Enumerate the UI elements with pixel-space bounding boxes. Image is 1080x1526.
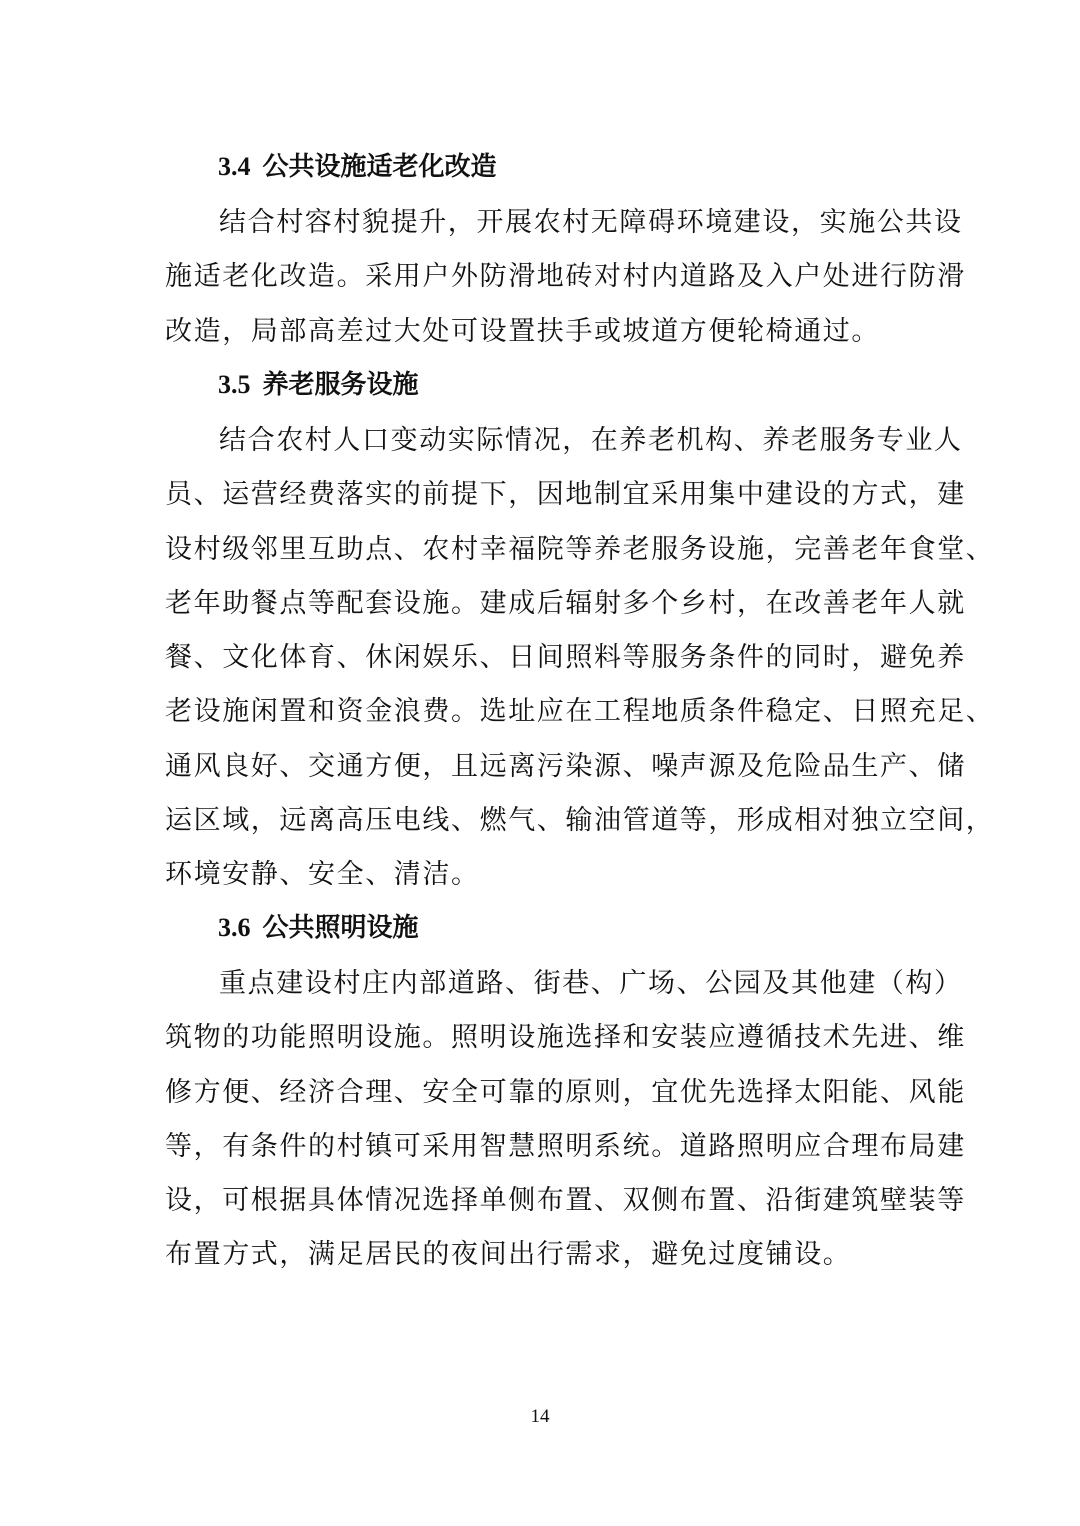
paragraph-line: 施适老化改造。采用户外防滑地砖对村内道路及入户处进行防滑 (165, 261, 966, 293)
paragraph-line: 结合村容村貌提升，开展农村无障碍环境建设，实施公共设 (219, 207, 963, 238)
section-title: 养老服务设施 (262, 370, 419, 400)
section-number: 3.4 (218, 152, 251, 181)
section-title: 公共设施适老化改造 (262, 152, 497, 182)
paragraph-line: 布置方式，满足居民的夜间出行需求，避免过度铺设。 (165, 1239, 852, 1271)
paragraph-line: 结合农村人口变动实际情况，在养老机构、养老服务专业人 (219, 425, 963, 456)
paragraph-line: 餐、文化体育、休闲娱乐、日间照料等服务条件的同时，避免养 (165, 642, 966, 674)
section-number: 3.6 (218, 913, 251, 942)
paragraph-line: 员、运营经费落实的前提下，因地制宜采用集中建设的方式，建 (165, 479, 966, 511)
section-heading-3-4 (218, 147, 497, 187)
section-title: 公共照明设施 (262, 913, 419, 943)
paragraph-3-6 (165, 957, 966, 1283)
paragraph-line: 修方便、经济合理、安全可靠的原则，宜优先选择太阳能、风能 (165, 1076, 966, 1108)
paragraph-line: 筑物的功能照明设施。照明设施选择和安装应遵循技术先进、维 (165, 1022, 966, 1054)
page-number: 14 (530, 1406, 550, 1427)
paragraph-line: 设，可根据具体情况选择单侧布置、双侧布置、沿街建筑壁装等 (165, 1185, 966, 1217)
paragraph-line: 老年助餐点等配套设施。建成后辐射多个乡村，在改善老年人就 (165, 587, 966, 619)
paragraph-line: 设村级邻里互助点、农村幸福院等养老服务设施，完善老年食堂、 (165, 533, 995, 565)
paragraph-line: 重点建设村庄内部道路、街巷、广场、公园及其他建（构） (219, 968, 963, 999)
section-heading-3-6 (218, 908, 419, 948)
paragraph-line: 环境安静、安全、清洁。 (165, 859, 480, 891)
paragraph-line: 等，有条件的村镇可采用智慧照明系统。道路照明应合理布局建 (165, 1130, 966, 1162)
paragraph-3-5 (165, 414, 995, 903)
paragraph-3-4 (165, 196, 966, 359)
paragraph-line: 改造，局部高差过大处可设置扶手或坡道方便轮椅通过。 (165, 315, 880, 347)
paragraph-line: 老设施闲置和资金浪费。选址应在工程地质条件稳定、日照充足、 (165, 696, 995, 728)
section-number: 3.5 (218, 370, 251, 399)
paragraph-line: 运区域，远离高压电线、燃气、输油管道等，形成相对独立空间， (165, 805, 995, 837)
paragraph-line: 通风良好、交通方便，且远离污染源、噪声源及危险品生产、储 (165, 750, 966, 782)
section-heading-3-5 (218, 365, 419, 405)
